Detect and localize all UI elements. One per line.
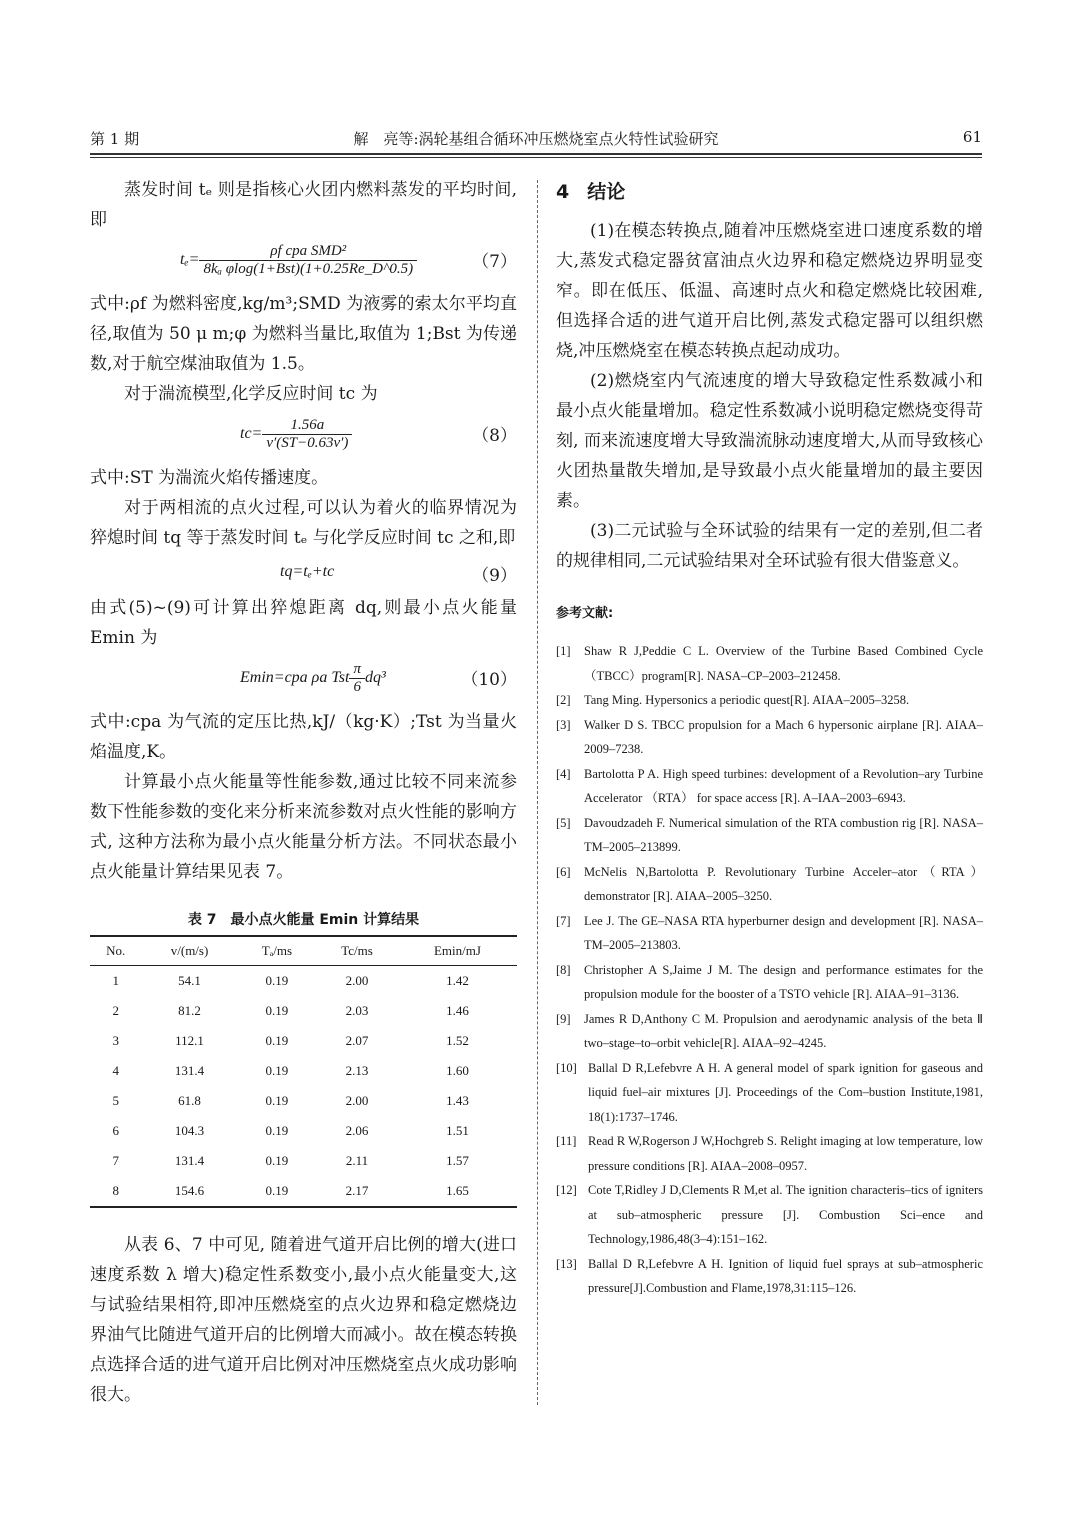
reference-index: [7] — [556, 913, 571, 928]
equation-9 — [90, 553, 517, 593]
table-cell: 1.60 — [446, 1063, 469, 1078]
table-row — [90, 1026, 517, 1056]
reference-index: [1] — [556, 644, 571, 658]
reference-item — [556, 762, 983, 811]
reference-index: [4] — [556, 766, 571, 781]
conclusion-1: (1)在模态转换点,随着冲压燃烧室进口速度系数的增大,蒸发式稳定器贫富油点火边界和稳定燃烧边界明显变窄。即在低压、低温、高速时点火和稳定燃烧比较困难,但选择合适的进气道开启比例,蒸发式稳定器可以组织燃烧,冲压燃烧室在模态转换点起动成功。 — [556, 221, 983, 361]
results-table — [90, 935, 517, 1208]
reference-item — [556, 1252, 983, 1301]
table-cell: 1.42 — [446, 973, 469, 988]
reference-item — [556, 639, 983, 688]
references-heading: 参考文献: — [556, 606, 614, 621]
eq10-numerator: π — [349, 661, 365, 679]
reference-text: Davoudzadeh F. Numerical simulation of the RTA combustion rig [R]. NASA–TM–2005–213899. — [584, 815, 983, 854]
equation-10 — [90, 653, 517, 707]
reference-item — [556, 688, 983, 713]
table-cell: 112.1 — [175, 1033, 204, 1048]
references-list — [556, 639, 983, 1301]
paragraph-analysis-method: 计算最小点火能量等性能参数,通过比较不同来流参数下性能参数的变化来分析来流参数对点火性能的影响方式, 这种方法称为最小点火能量分析方法。不同状态最小点火能量计算结果见表 7。 — [90, 772, 517, 882]
table-cell: 3 — [112, 1033, 119, 1048]
table-row — [90, 1146, 517, 1176]
eq7-fraction — [199, 243, 417, 278]
table-cell: 0.19 — [265, 1003, 289, 1018]
table-cell: 0.19 — [265, 1093, 289, 1108]
table-cell: 2.00 — [345, 1093, 369, 1108]
table-cell: 2.00 — [345, 973, 369, 988]
eq8-label: （8） — [472, 426, 517, 446]
issue-number: 第 1 期 — [90, 130, 140, 148]
table-cell: 0.19 — [238, 1176, 317, 1207]
table-cell: 2.17 — [316, 1176, 398, 1207]
table-header-cell: No. — [90, 936, 141, 966]
table-cell: 1.52 — [446, 1033, 469, 1048]
eq10-label: （10） — [461, 670, 517, 690]
reference-text: Bartolotta P A. High speed turbines: development of a Revolution–ary Turbine Accelerator （RTA） for space access [R]. A–IAA–2003–6943. — [584, 766, 983, 805]
reference-item — [556, 1007, 983, 1056]
eq8-denominator: v′(ST−0.63v′) — [266, 435, 349, 451]
reference-index: [5] — [556, 815, 571, 830]
eq9-expression: tq=tₑ+tc — [280, 563, 335, 580]
table-cell: 131.4 — [174, 1063, 205, 1078]
table-cell: 1.46 — [446, 1003, 469, 1018]
reference-item — [556, 909, 983, 958]
eq10-lhs: Emin=cpa ρa Tst — [240, 669, 350, 687]
reference-text: Christopher A S,Jaime J M. The design and performance estimates for the propulsion module for the booster of a TSTO vehicle [R]. AIAA–91–3136. — [584, 962, 983, 1001]
table-header-cell: Tₐ/ms — [238, 936, 317, 966]
table-header-cell: Emin/mJ — [398, 936, 517, 966]
reference-item — [556, 713, 983, 762]
table-row — [90, 996, 517, 1026]
reference-index: [13] — [556, 1256, 577, 1271]
table-cell: 8 — [90, 1176, 141, 1207]
section-number: 4 — [556, 181, 570, 203]
table-cell: 154.6 — [141, 1176, 237, 1207]
reference-item — [556, 860, 983, 909]
table-caption: 表 7 最小点火能量 Emin 计算结果 — [187, 912, 420, 928]
reference-index: [3] — [556, 717, 571, 732]
column-divider — [537, 180, 538, 1405]
table-cell: 54.1 — [178, 973, 201, 988]
reference-item — [556, 811, 983, 860]
left-column — [90, 175, 517, 1410]
paragraph-variables-7: 式中:ρf 为燃料密度,kg/m³;SMD 为液雾的索太尔平均直径,取值为 50 μ m;φ 为燃料当量比,取值为 1;Bst 为传递数,对于航空煤油取值为 1.5。 — [90, 294, 517, 374]
table-header-cell: Tc/ms — [316, 936, 398, 966]
table-row — [90, 1056, 517, 1086]
paragraph-variables-10: 式中:cpa 为气流的定压比热,kJ/（kg·K）;Tst 为当量火焰温度,K。 — [90, 712, 517, 762]
paragraph-quench-distance: 由式(5)~(9)可计算出猝熄距离 dq,则最小点火能量 Emin 为 — [90, 598, 517, 648]
reference-index: [9] — [556, 1011, 571, 1026]
reference-text: Cote T,Ridley J D,Clements R M,et al. The ignition characteris–tics of igniters at sub–atmospheric pressure [J]. Combustion Sci–ence and Technology,1986,48(3–4):151–162. — [588, 1183, 983, 1246]
eq7-denominator: 8kₐ φlog(1+Bst)(1+0.25Re_D^0.5) — [203, 261, 414, 277]
eq7-numerator: ρf cpa SMD² — [199, 243, 417, 261]
table-header-cell: v/(m/s) — [141, 936, 237, 966]
header-rule-thin — [90, 157, 982, 158]
reference-text: James R D,Anthony C M. Propulsion and aerodynamic analysis of the beta Ⅱ two–stage–to–orbit vehicle[R]. AIAA–92–4245. — [584, 1011, 983, 1050]
running-title: 解 亮等:涡轮基组合循环冲压燃烧室点火特性试验研究 — [353, 130, 719, 148]
table-cell: 0.19 — [265, 973, 289, 988]
reference-text: Tang Ming. Hypersonics a periodic quest[R]. AIAA–2005–3258. — [584, 693, 910, 707]
table-cell: 81.2 — [178, 1003, 201, 1018]
reference-index: [10] — [556, 1060, 577, 1075]
table-cell: 5 — [112, 1093, 119, 1108]
eq10-denominator: 6 — [353, 679, 361, 695]
table-cell: 6 — [112, 1123, 119, 1138]
paragraph-two-phase: 对于两相流的点火过程,可以认为着火的临界情况为猝熄时间 tq 等于蒸发时间 tₑ 与化学反应时间 tc 之和,即 — [90, 498, 517, 548]
table-cell: 131.4 — [174, 1153, 205, 1168]
paragraph-discussion: 从表 6、7 中可见, 随着进气道开启比例的增大(进口速度系数 λ 增大)稳定性系数变小,最小点火能量变大,这与试验结果相符,即冲压燃烧室的点火边界和稳定燃烧边界油气比随进气道开启的比例增大而减小。故在模态转换点选择合适的进气道开启比例对冲压燃烧室点火成功影响很大。 — [90, 1235, 517, 1405]
reference-text: McNelis N,Bartolotta P. Revolutionary Turbine Acceler–ator（RTA）demonstrator [R]. AIAA–2005–3250. — [584, 864, 983, 903]
reference-text: Shaw R J,Peddie C L. Overview of the Turbine Based Combined Cycle（TBCC）program[R]. NASA–CP–2003–212458. — [584, 644, 983, 683]
reference-index: [8] — [556, 962, 571, 977]
eq8-lhs: tc= — [240, 425, 263, 443]
table-row — [90, 1176, 517, 1207]
reference-text: Walker D S. TBCC propulsion for a Mach 6 hypersonic airplane [R]. AIAA–2009–7238. — [584, 717, 983, 756]
table-cell: 61.8 — [178, 1093, 201, 1108]
reference-index: [2] — [556, 693, 571, 707]
eq7-lhs: tₑ= — [180, 251, 200, 269]
table-cell: 0.19 — [265, 1123, 289, 1138]
table-header-row — [90, 936, 517, 966]
eq8-numerator: 1.56a — [262, 417, 352, 435]
reference-index: [12] — [556, 1183, 577, 1197]
conclusion-2: (2)燃烧室内气流速度的增大导致稳定性系数减小和最小点火能量增加。稳定性系数减小说明稳定燃烧变得苛刻, 而来流速度增大导致湍流脉动速度增大,从而导致核心火团热量散失增加,是导致最小点火能量增加的最主要因素。 — [556, 371, 983, 511]
table-cell: 1.57 — [446, 1153, 469, 1168]
conclusion-3: (3)二元试验与全环试验的结果有一定的差别,但二者的规律相同,二元试验结果对全环试验有很大借鉴意义。 — [556, 521, 983, 571]
eq8-fraction — [262, 417, 352, 452]
paragraph-variables-8: 式中:ST 为湍流火焰传播速度。 — [90, 468, 329, 488]
reference-index: [11] — [556, 1134, 577, 1148]
table-row — [90, 1086, 517, 1116]
table-cell: 0.19 — [265, 1033, 289, 1048]
reference-text: Ballal D R,Lefebvre A H. A general model of spark ignition for gaseous and liquid fuel–air mixtures [J]. Proceedings of the Com–bustion Institute,1981, 18(1):1737–1746. — [588, 1060, 983, 1124]
table-cell: 1.43 — [446, 1093, 469, 1108]
reference-index: [6] — [556, 864, 571, 879]
reference-text: Read R W,Rogerson J W,Hochgreb S. Relight imaging at low temperature, low pressure conditions [R]. AIAA–2008–0957. — [588, 1134, 983, 1173]
paragraph-turbulent-model: 对于湍流模型,化学反应时间 tc 为 — [124, 384, 378, 404]
table-row — [90, 966, 517, 997]
header-rule — [90, 153, 982, 155]
table-cell: 4 — [112, 1063, 119, 1078]
running-header — [90, 124, 982, 152]
table-cell: 2.06 — [345, 1123, 369, 1138]
reference-item — [556, 1178, 983, 1252]
table-cell: 104.3 — [174, 1123, 205, 1138]
table-cell: 2 — [112, 1003, 119, 1018]
reference-text: Ballal D R,Lefebvre A H. Ignition of liquid fuel sprays at sub–atmospheric pressure[J].Combustion and Flame,1978,31:115–126. — [588, 1256, 983, 1295]
table-cell: 2.13 — [345, 1063, 369, 1078]
table-cell: 7 — [112, 1153, 119, 1168]
table-cell: 1.51 — [446, 1123, 469, 1138]
reference-item — [556, 958, 983, 1007]
equation-7 — [90, 235, 517, 289]
table-cell: 0.19 — [265, 1063, 289, 1078]
eq10-rhs: dq³ — [364, 669, 386, 687]
eq9-label: （9） — [472, 566, 517, 586]
table-cell: 1.65 — [398, 1176, 517, 1207]
table-cell: 2.07 — [345, 1033, 369, 1048]
reference-text: Lee J. The GE–NASA RTA hyperburner design and development [R]. NASA–TM–2005–213803. — [584, 913, 983, 952]
reference-item — [556, 1056, 983, 1130]
table-row — [90, 1116, 517, 1146]
table-cell: 1 — [112, 973, 119, 988]
section-title: 结论 — [587, 181, 626, 203]
eq7-label: （7） — [472, 252, 517, 272]
table-cell: 2.11 — [345, 1153, 369, 1168]
paragraph-evaporation-time: 蒸发时间 tₑ 则是指核心火团内燃料蒸发的平均时间,即 — [90, 180, 517, 230]
reference-item — [556, 1129, 983, 1178]
equation-8 — [90, 409, 517, 463]
table-cell: 2.03 — [345, 1003, 369, 1018]
table-cell: 0.19 — [265, 1153, 289, 1168]
eq10-fraction — [349, 661, 365, 696]
section-heading — [556, 177, 983, 204]
right-column — [556, 175, 983, 1301]
page-number: 61 — [962, 128, 982, 146]
